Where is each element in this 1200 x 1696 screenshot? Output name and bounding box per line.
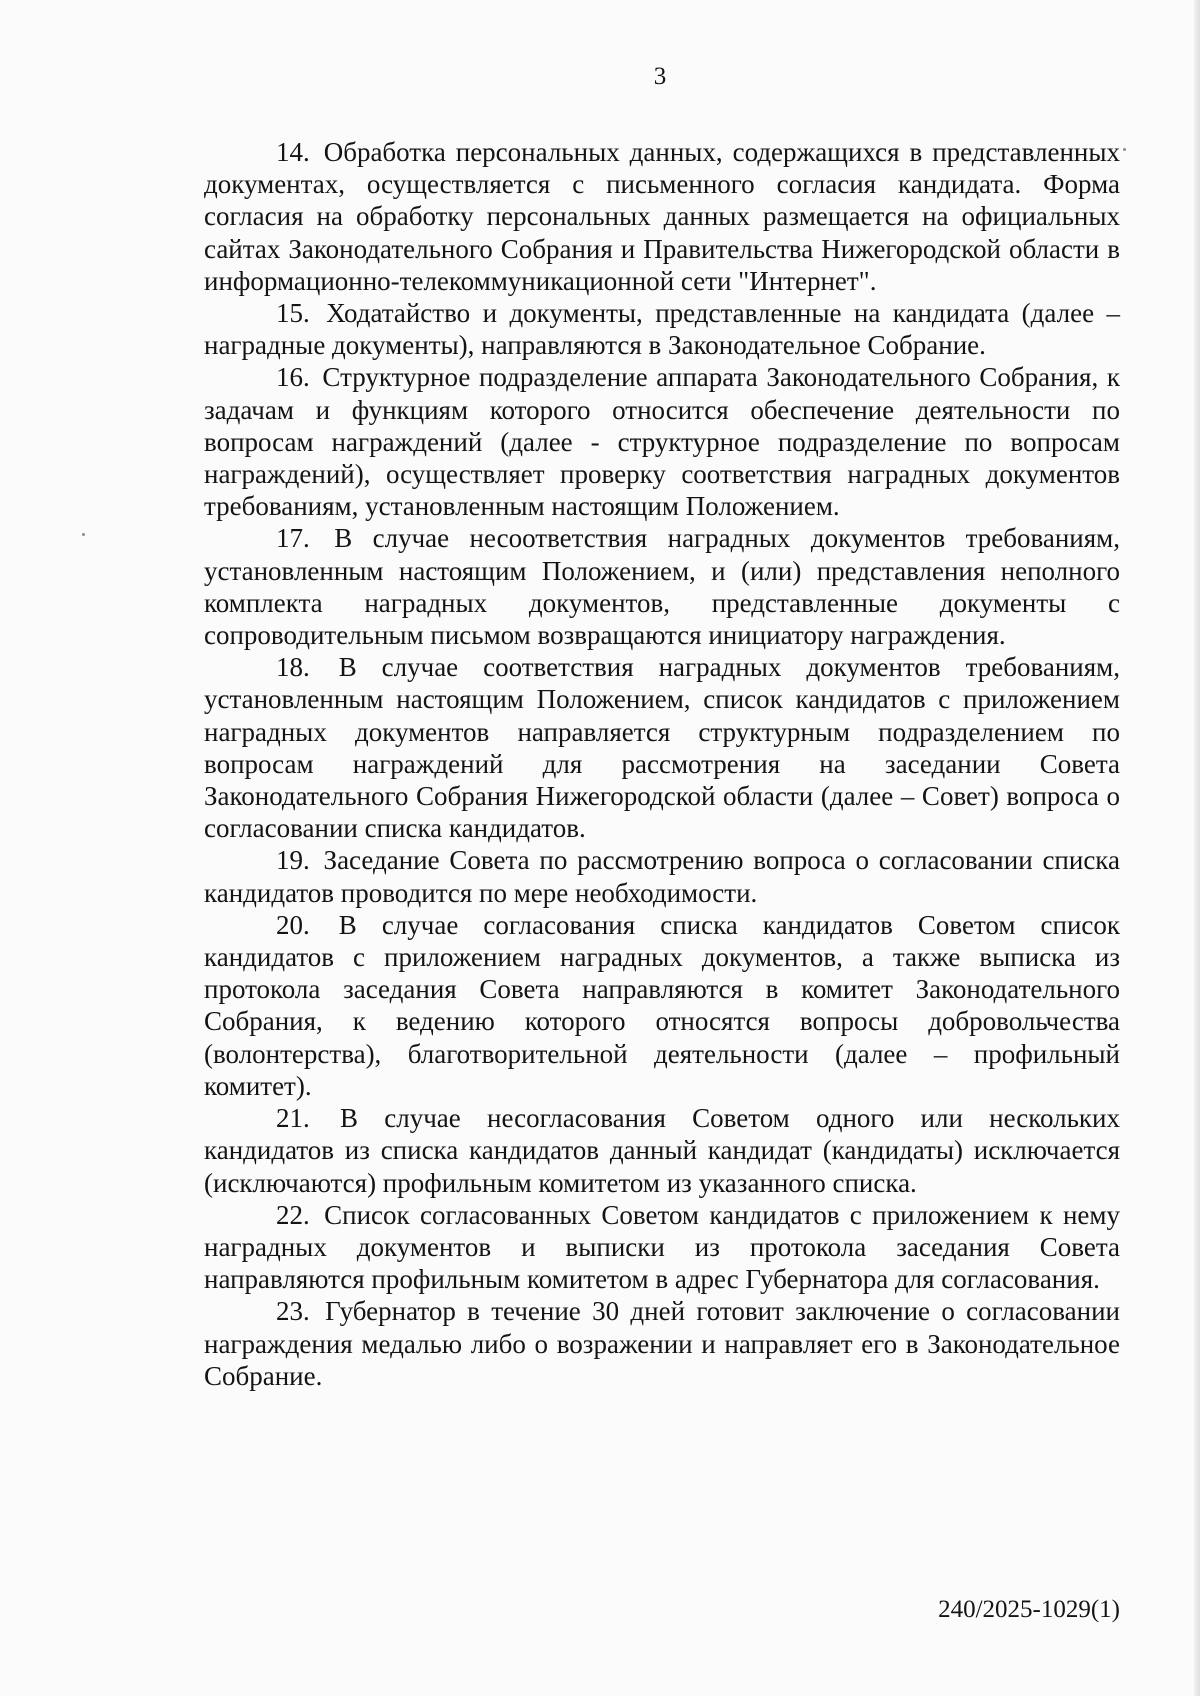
paragraph-text: В случае несоответствия наградных документов требованиям, установленным настоящим Положением, и (или) представления неполного комплекта наградных документов, представленные документы с сопроводительным письмом возвращаются инициатору награждения. [204,523,1120,651]
paragraph-18 [204,651,1120,844]
paragraph-text: Губернатор в течение 30 дней готовит заключение о согласовании награждения медалью либо о возражении и направляет его в Законодательное Собрание. [204,1296,1120,1391]
paragraph-19 [204,844,1120,908]
paragraph-15 [204,297,1120,361]
paragraph-21 [204,1102,1120,1199]
paragraph-number: 18. [276,652,310,683]
paragraph-23 [204,1295,1120,1392]
paragraph-number: 22. [276,1199,310,1230]
document-body [204,136,1120,1392]
paragraph-text: В случае соответствия наградных документов требованиям, установленным настоящим Положением, список кандидатов с приложением наградных документов направляется структурным подразделением по вопросам награждений для рассмотрения на заседании Совета Законодательного Собрания Нижегородской области (далее – Совет) вопроса о согласовании списка кандидатов. [204,652,1120,844]
paragraph-number: 17. [276,523,310,554]
page-number: 3 [653,63,667,90]
paragraph-text: Список согласованных Советом кандидатов с приложением к нему наградных документов и выписки из протокола заседания Совета направляются профильным комитетом в адрес Губернатора для согласования. [204,1199,1121,1295]
paragraph-22 [204,1199,1120,1296]
paragraph-number: 21. [276,1103,310,1134]
paragraph-text: Заседание Совета по рассмотрению вопроса о согласовании списка кандидатов проводится по мере необходимости. [204,845,1121,908]
paragraph-16 [204,361,1120,522]
paragraph-text: Ходатайство и документы, представленные на кандидата (далее – наградные документы), направляются в Законодательное Собрание. [204,298,1120,361]
paragraph-number: 23. [276,1296,310,1327]
scan-edge [1194,0,1200,1696]
paragraph-14 [204,136,1120,297]
paragraph-20 [204,909,1120,1102]
scan-speck [1123,148,1126,151]
paragraph-text: В случае согласования списка кандидатов Советом список кандидатов с приложением наградных документов, а также выписка из протокола заседания Совета направляются в комитет Законодательного Собрания, к ведению которого относятся вопросы добровольчества (волонтерства), благотворительной деятельности (далее – профильный комитет). [204,909,1120,1101]
document-code: 240/2025-1029(1) [938,1596,1120,1623]
paragraph-number: 14. [276,137,310,167]
paragraph-text: Обработка персональных данных, содержащихся в представленных документах, осуществляется с письменного согласия кандидата. Форма согласия на обработку персональных данных размещается на официальных сайтах Законодательного Собрания и Правительства Нижегородской области в информационно-телекоммуникационной сети "Интернет". [204,137,1120,296]
paragraph-number: 20. [276,909,310,940]
paragraph-number: 16. [276,362,310,393]
paragraph-number: 15. [276,298,310,329]
scan-speck [82,533,85,536]
paragraph-text: Структурное подразделение аппарата Законодательного Собрания, к задачам и функциям которого относится обеспечение деятельности по вопросам награждений (далее - структурное подразделение по вопросам награждений), осуществляет проверку соответствия наградных документов требованиям, установленным настоящим Положением. [204,362,1120,522]
paragraph-number: 19. [276,845,310,876]
paragraph-text: В случае несогласования Советом одного или нескольких кандидатов из списка кандидатов данный кандидат (кандидаты) исключается (исключаются) профильным комитетом из указанного списка. [204,1103,1121,1198]
paragraph-17 [204,522,1120,651]
